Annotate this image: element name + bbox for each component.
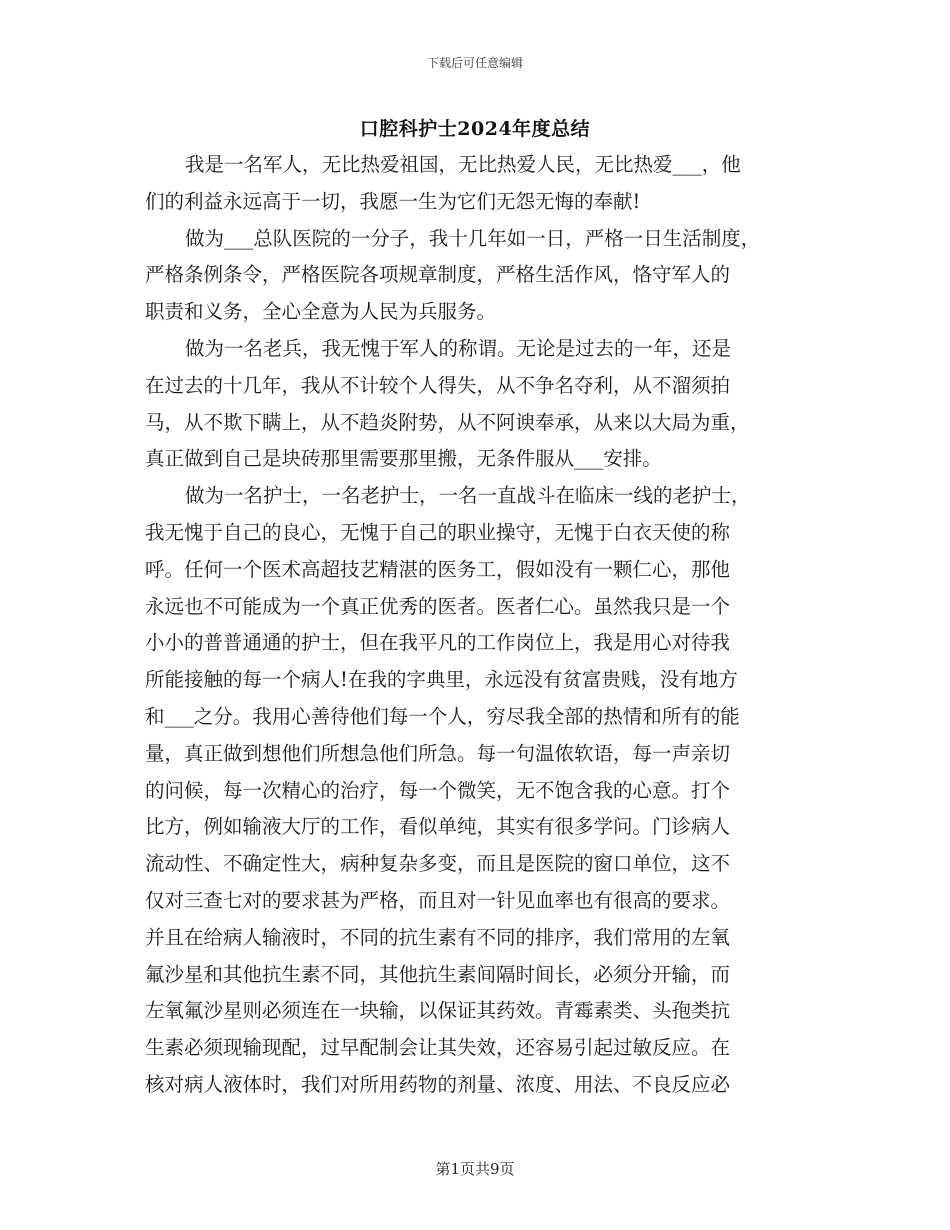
body-line: 做为一名护士，一名老护士，一名一直战斗在临床一线的老护士， [185,484,751,508]
body-line: 马，从不欺下瞒上，从不趋炎附势，从不阿谀奉承，从来以大局为重， [145,410,750,434]
body-line: 我无愧于自己的良心，无愧于自己的职业操守，无愧于白衣天使的称 [145,520,731,544]
body-line: 严格条例条令，严格医院各项规章制度，严格生活作风，恪守军人的 [145,263,731,287]
body-line: 氟沙星和其他抗生素不同，其他抗生素间隔时间长，必须分开输，而 [145,962,731,986]
body-line: 永远也不可能成为一个真正优秀的医者。医者仁心。虽然我只是一个 [145,594,731,618]
body-line: 并且在给病人输液时，不同的抗生素有不同的排序，我们常用的左氧 [145,925,731,949]
body-line: 们的利益永远高于一切，我愿一生为它们无怨无悔的奉献! [145,189,641,213]
body-line: 真正做到自己是块砖那里需要那里搬，无条件服从___安排。 [145,447,662,471]
body-line: 呼。任何一个医术高超技艺精湛的医务工，假如没有一颗仁心，那他 [145,557,731,581]
body-line: 做为___总队医院的一分子，我十几年如一日，严格一日生活制度， [185,226,761,250]
body-line: 所能接触的每一个病人!在我的字典里，永远没有贫富贵贱，没有地方 [145,668,738,692]
body-line: 流动性、不确定性大，病种复杂多变，而且是医院的窗口单位，这不 [145,852,731,876]
body-line: 核对病人液体时，我们对所用药物的剂量、浓度、用法、不良反应必 [145,1072,731,1096]
body-line: 职责和义务，全心全意为人民为兵服务。 [145,300,497,324]
body-line: 我是一名军人，无比热爱祖国，无比热爱人民，无比热爱___，他 [185,153,741,176]
body-line: 左氧氟沙星则必须连在一块输，以保证其药效。青霉素类、头孢类抗 [145,999,731,1023]
body-line: 在过去的十几年，我从不计较个人得失，从不争名夺利，从不溜须拍 [145,373,731,397]
document-body [145,147,815,1104]
body-line: 比方，例如输液大厅的工作，看似单纯，其实有很多学问。门诊病人 [145,815,731,839]
page-header: 下载后可任意编辑 [426,56,523,70]
body-line: 量，真正做到想他们所想急他们所急。每一句温侬软语，每一声亲切 [145,741,731,765]
body-line: 和___之分。我用心善待他们每一个人，穷尽我全部的热情和所有的能 [145,704,740,728]
body-line: 做为一名老兵，我无愧于军人的称谓。无论是过去的一年，还是 [185,336,732,360]
body-line: 生素必须现输现配，过早配制会让其失效，还容易引起过敏反应。在 [145,1036,731,1060]
body-line: 的问候，每一次精心的治疗，每一个微笑，无不饱含我的心意。打个 [145,778,731,802]
body-line: 仅对三查七对的要求甚为严格，而且对一针见血率也有很高的要求。 [145,888,731,912]
document-title: 口腔科护士2024年度总结 [359,118,591,140]
page-footer: 第1页共9页 [435,1160,515,1178]
body-line: 小小的普普通通的护士，但在我平凡的工作岗位上，我是用心对待我 [145,631,731,655]
